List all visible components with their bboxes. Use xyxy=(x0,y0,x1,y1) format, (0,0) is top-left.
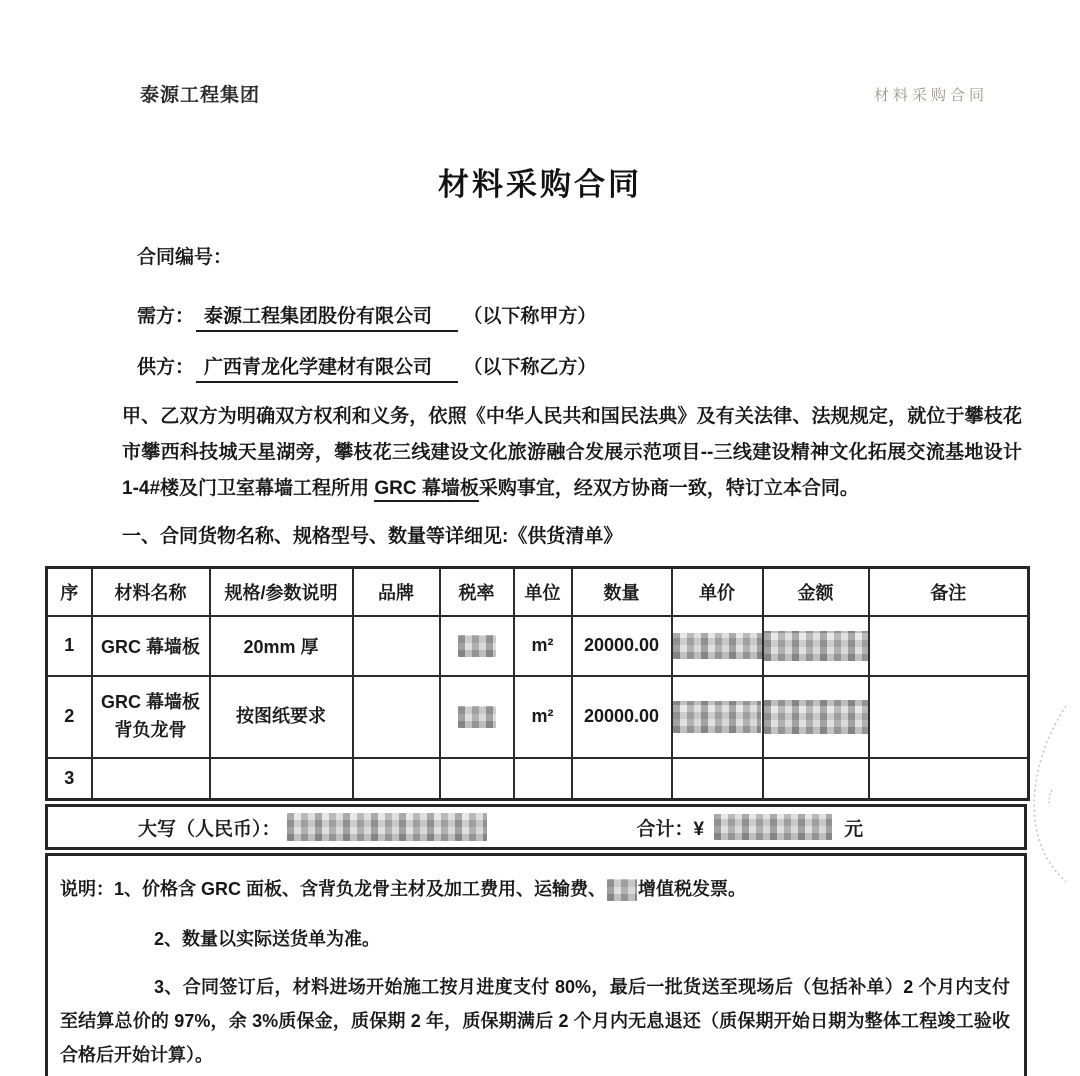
cell-unit: m² xyxy=(514,616,572,676)
cell-spec xyxy=(210,758,353,800)
supplier-name: 广西青龙化学建材有限公司 xyxy=(196,352,458,383)
table-row xyxy=(47,676,1029,758)
cell-seq: 2 xyxy=(47,676,92,758)
preamble-text-2: 采购事宜，经双方协商一致，特订立本合同。 xyxy=(478,478,859,499)
cell-tax-rate xyxy=(440,616,514,676)
redacted-invoice-rate xyxy=(607,879,637,901)
cell-amount xyxy=(763,758,869,800)
cell-tax-rate xyxy=(440,676,514,758)
col-header-tax-rate: 税率 xyxy=(440,568,514,616)
note-item-1 xyxy=(60,872,1010,906)
cell-amount xyxy=(763,616,869,676)
cell-quantity: 20000.00 xyxy=(572,616,672,676)
cell-material: GRC 幕墙板 背负龙骨 xyxy=(92,676,210,758)
cell-tax-rate xyxy=(440,758,514,800)
cell-remark xyxy=(869,758,1029,800)
supplier-line xyxy=(137,352,1080,383)
redacted-amount xyxy=(764,631,869,661)
col-header-spec: 规格/参数说明 xyxy=(210,568,353,616)
contract-number-label: 合同编号： xyxy=(137,247,233,268)
buyer-label: 需方： xyxy=(137,306,195,327)
cell-quantity xyxy=(572,758,672,800)
preamble-text-1: 甲、乙双方为明确双方权利和义务，依照《中华人民共和国民法典》及有关法律、法规规定，就位于攀枝花市攀西科技城天星湖旁，攀枝花三线建设文化旅游融合发展示范项目--三线建设精神文化拓展交流基地设计 1-4#楼及门卫室幕墙工程所用 xyxy=(122,406,1022,499)
redacted-amount-in-words xyxy=(287,813,487,841)
scan-artifact-mark xyxy=(1022,698,1074,898)
redacted-total-amount xyxy=(714,814,832,840)
cell-amount xyxy=(763,676,869,758)
table-row xyxy=(47,616,1029,676)
supplier-label: 供方： xyxy=(137,357,195,378)
cell-brand xyxy=(353,676,440,758)
redacted-amount xyxy=(764,700,869,734)
contract-preamble xyxy=(122,399,1022,507)
cell-unit-price xyxy=(672,758,763,800)
note-item-2: 2、数量以实际送货单为准。 xyxy=(154,929,381,949)
page-header xyxy=(0,0,1080,107)
col-header-amount: 金额 xyxy=(763,568,869,616)
goods-table xyxy=(45,566,1030,801)
col-header-quantity: 数量 xyxy=(572,568,672,616)
table-row xyxy=(47,758,1029,800)
redacted-unit-price xyxy=(673,633,763,659)
redacted-tax-rate xyxy=(458,635,496,657)
note-1-suffix: 增值税发票。 xyxy=(638,879,747,899)
cell-remark xyxy=(869,676,1029,758)
cell-material: GRC 幕墙板 xyxy=(92,616,210,676)
table-header-row xyxy=(47,568,1029,616)
cell-brand xyxy=(353,758,440,800)
col-header-remark: 备注 xyxy=(869,568,1029,616)
cell-unit-price xyxy=(672,616,763,676)
cell-unit-price xyxy=(672,676,763,758)
col-header-unit-price: 单价 xyxy=(672,568,763,616)
note-item-3: 3、合同签订后，材料进场开始施工按月进度支付 80%，最后一批货送至现场后（包括补单）2 个月内支付至结算总价的 97%，余 3%质保金，质保期 2 年，质保期满后 2 个月内无息退还（质保期开始日期为整体工程竣工验收合格后开始计算）。 xyxy=(60,977,1010,1065)
cell-material xyxy=(92,758,210,800)
amount-summary-row xyxy=(45,804,1027,850)
col-header-unit: 单位 xyxy=(514,568,572,616)
currency-unit-label: 元 xyxy=(844,818,864,840)
supplier-suffix: （以下称乙方） xyxy=(463,357,597,378)
col-header-brand: 品牌 xyxy=(353,568,440,616)
redacted-tax-rate xyxy=(458,706,496,728)
goods-table-wrapper xyxy=(45,566,1080,801)
buyer-line xyxy=(137,301,1080,332)
preamble-underlined-term: GRC 幕墙板 xyxy=(374,478,479,502)
cell-unit xyxy=(514,758,572,800)
cell-spec: 按图纸要求 xyxy=(210,676,353,758)
notes-box xyxy=(45,853,1027,1076)
amount-in-words-label: 大写（人民币）： xyxy=(138,818,281,840)
section-one-heading: 一、合同货物名称、规格型号、数量等详细见:《供货清单》 xyxy=(122,526,623,547)
note-1-text: 说明：1、价格含 GRC 面板、含背负龙骨主材及加工费用、运输费、 xyxy=(60,879,607,899)
cell-remark xyxy=(869,616,1029,676)
cell-quantity: 20000.00 xyxy=(572,676,672,758)
document-title: 材料采购合同 xyxy=(438,167,642,202)
col-header-material: 材料名称 xyxy=(92,568,210,616)
buyer-name: 泰源工程集团股份有限公司 xyxy=(196,301,458,332)
cell-seq: 3 xyxy=(47,758,92,800)
total-label: 合计：¥ xyxy=(636,818,705,840)
redacted-unit-price xyxy=(673,701,761,733)
buyer-suffix: （以下称甲方） xyxy=(463,306,597,327)
cell-brand xyxy=(353,616,440,676)
cell-seq: 1 xyxy=(47,616,92,676)
cell-unit: m² xyxy=(514,676,572,758)
col-header-seq: 序 xyxy=(47,568,92,616)
cell-spec: 20mm 厚 xyxy=(210,616,353,676)
header-corner-label: 材料采购合同 xyxy=(873,88,988,104)
company-logo-text: 泰源工程集团 xyxy=(140,85,261,106)
